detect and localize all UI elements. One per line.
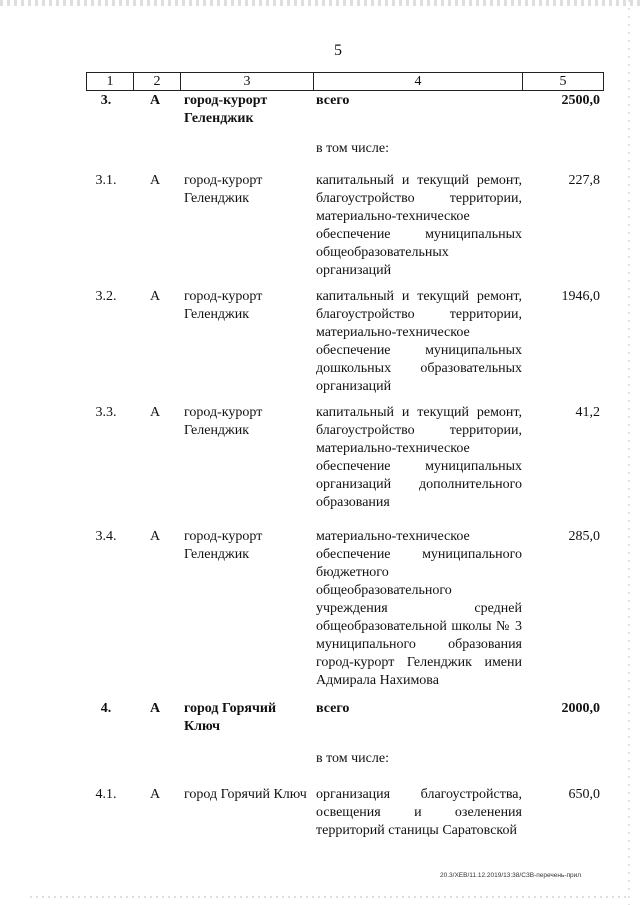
row-number: 4.: [100, 701, 112, 716]
row-place: город-курорт Геленджик: [184, 173, 263, 206]
row-description: организация благоустройства, освещения и озеленения территорий станицы Саратовской: [316, 787, 522, 838]
row-amount: 650,0: [568, 787, 600, 802]
row-description: капитальный и текущий ремонт, благоустройство территории, материально-техническое обеспечение муниципальных дошкольных образовательных организаций: [316, 289, 522, 394]
row-place: город Горячий Ключ: [184, 701, 277, 734]
row-amount: 2000,0: [561, 701, 600, 716]
scan-edge-bottom: [30, 896, 630, 898]
row-description: всего: [316, 93, 350, 108]
row-amount: 2500,0: [561, 93, 600, 108]
row-code: А: [149, 529, 161, 544]
row-place: город-курорт Геленджик: [184, 289, 263, 322]
header-col-2: 2: [134, 73, 181, 90]
row-code: А: [149, 173, 161, 188]
row-amount: 41,2: [575, 405, 600, 420]
row-description: капитальный и текущий ремонт, благоустройство территории, материально-техническое обеспечение муниципальных общеобразовательных организаций: [316, 173, 522, 278]
document-footer-code: 20.3/ХЕВ/11.12.2019/13:38/СЗВ-перечень-прил: [440, 872, 582, 879]
row-number: 3.3.: [95, 405, 117, 420]
row-place: город-курорт Геленджик: [184, 529, 263, 562]
row-code: А: [149, 701, 161, 716]
row-code: А: [149, 289, 161, 304]
header-col-3: 3: [181, 73, 314, 90]
row-code: А: [149, 787, 161, 802]
scan-edge-top: [0, 0, 640, 6]
row-number: 3.1.: [95, 173, 117, 188]
subtotal-label: в том числе:: [316, 751, 389, 766]
row-description: всего: [316, 701, 350, 716]
row-amount: 1946,0: [561, 289, 600, 304]
header-col-5: 5: [523, 73, 604, 90]
row-number: 3.2.: [95, 289, 117, 304]
row-number: 4.1.: [95, 787, 117, 802]
subtotal-label: в том числе:: [316, 141, 389, 156]
row-place: город-курорт Геленджик: [184, 405, 263, 438]
header-col-1: 1: [87, 73, 134, 90]
row-code: А: [149, 405, 161, 420]
page-number: 5: [334, 42, 342, 59]
header-col-4: 4: [314, 73, 523, 90]
row-amount: 227,8: [568, 173, 600, 188]
row-description: капитальный и текущий ремонт, благоустройство территории, материально-техническое обеспечение муниципальных организаций дополнительного образования: [316, 405, 522, 510]
scan-edge-right: [628, 0, 630, 905]
row-number: 3.4.: [95, 529, 117, 544]
table-header-row: [86, 72, 604, 91]
row-place: город Горячий Ключ: [184, 787, 307, 802]
row-number: 3.: [100, 93, 112, 108]
row-amount: 285,0: [568, 529, 600, 544]
row-description: материально-техническое обеспечение муниципального бюджетного общеобразовательного учреждения средней общеобразовательной школы № 3 муниципального образования город-курорт Геленджик имени Адмирала Нахимова: [316, 529, 522, 688]
row-code: А: [149, 93, 161, 108]
row-place: город-курорт Геленджик: [184, 93, 268, 126]
